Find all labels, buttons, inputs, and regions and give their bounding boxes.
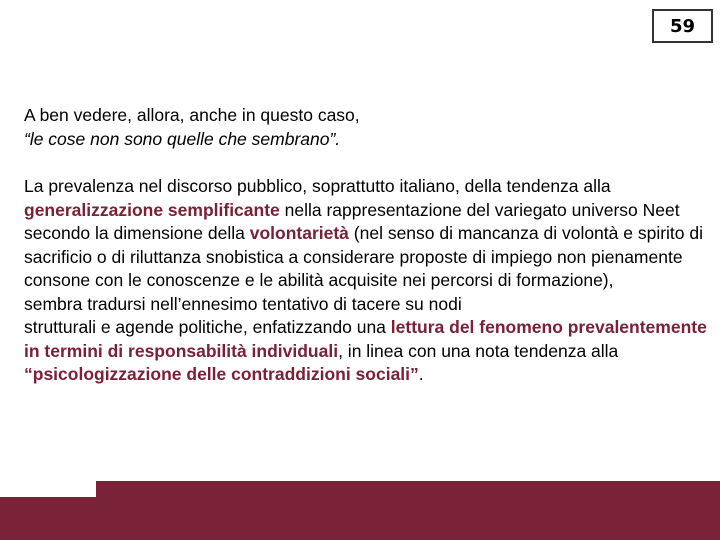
paragraph-text: sembra tradursi nell’ennesimo tentativo di tacere su nodi [24, 293, 462, 314]
main-paragraph [24, 175, 714, 387]
paragraph-text: La prevalenza nel discorso pubblico, soprattutto italiano, della tendenza alla [24, 176, 611, 196]
page-number: 59 [652, 9, 713, 43]
footer-bar-left [0, 497, 96, 540]
highlight-lettura-fenomeno: lettura del fenomeno prevalentemente in termini di responsabilità individuali [24, 317, 707, 361]
highlight-psicologizzazione: “psicologizzazione delle contraddizioni sociali” [24, 364, 419, 384]
intro-text [24, 104, 684, 151]
paragraph-text: (nel senso di mancanza di volontà e spirito di sacrificio o di riluttanza snobistica a considerare proposte di impiego non pienamente consone con le conoscenze e le abilità acquisite nei percorsi di formazione), [24, 223, 704, 290]
paragraph-text: nella rappresentazione del variegato universo Neet secondo la dimensione della [24, 199, 680, 243]
paragraph-text: , in linea con una nota tendenza alla [338, 340, 619, 361]
highlight-generalizzazione: generalizzazione semplificante [24, 199, 280, 220]
intro-line: A ben vedere, allora, anche in questo caso, [24, 105, 360, 125]
paragraph-text: strutturali e agende politiche, enfatizzando una [24, 317, 391, 337]
paragraph-text: . [418, 364, 424, 384]
intro-quote: “le cose non sono quelle che sembrano”. [24, 128, 341, 149]
highlight-volontarieta: volontarietà [249, 223, 349, 243]
footer-bar [96, 481, 720, 540]
